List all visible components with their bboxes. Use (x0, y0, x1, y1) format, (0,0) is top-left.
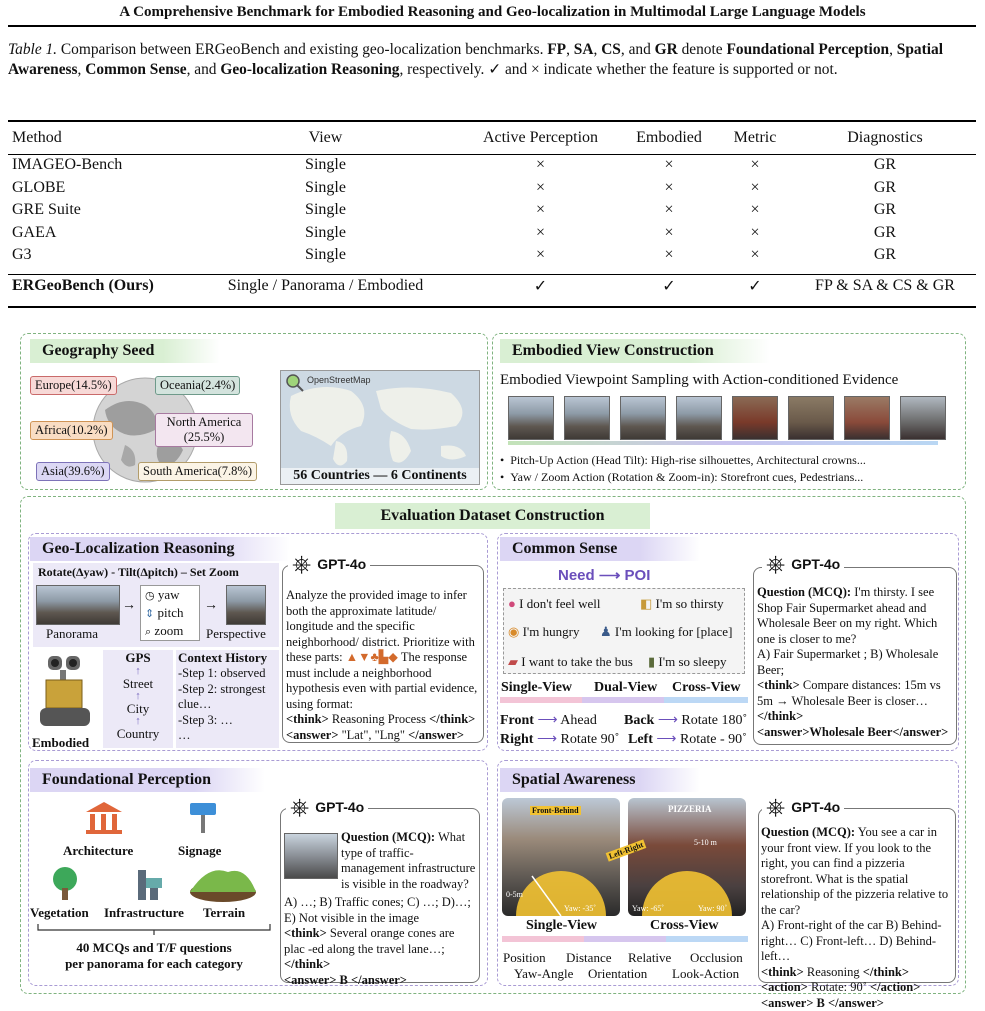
gpt-name: GPT-4o (317, 556, 367, 572)
spatial-cross-view: Cross-View (650, 918, 719, 933)
view-cross: Cross-View (672, 680, 741, 695)
paper-title: A Comprehensive Benchmark for Embodied Reasoning and Geo-localization in Multimodal Large Language Models (119, 4, 866, 20)
up-arrow-icon: ↑ (135, 715, 141, 727)
table-bottom-rule (8, 306, 976, 308)
table-cell: × (664, 156, 674, 174)
spatial-title: Spatial Awareness (500, 768, 700, 792)
table-cell: × (664, 178, 674, 196)
geo-reasoning-title: Geo-Localization Reasoning (30, 537, 290, 561)
header-embodied: Embodied (636, 129, 702, 146)
openai-icon: ⎈ (766, 793, 786, 821)
perspective-label: Perspective (206, 626, 266, 641)
viewpoint-thumb (732, 396, 778, 440)
view-strip (582, 697, 664, 703)
yaw-label: Yaw: -35˚ (564, 904, 596, 913)
task-position: Position (503, 950, 546, 965)
control-box (140, 585, 200, 641)
geography-seed-title: Geography Seed (30, 339, 220, 363)
zoom-control: ⌕ zoom (145, 623, 184, 638)
road-image (284, 833, 338, 879)
table-cell: × (750, 223, 760, 241)
gpt-name: GPT-4o (791, 799, 841, 815)
table-cell: × (535, 246, 546, 264)
geo-prompt: Analyze the provided image to infer both the approximate latitude/ longitude and the specific neighborhood/ district. Prioritize with these parts: ▲▼♣▙◆ The response must include a neighborhood hypothesis even with partial evidence, using format: <think> Reasoning Process </think> <answer> "Lat", "Lng" </answer> (286, 588, 478, 742)
bracket (36, 922, 272, 936)
region-oceania: Oceania(2.4%) (155, 376, 240, 395)
pitch-icon: ⇕ (145, 607, 155, 620)
table-cell: × (664, 223, 674, 241)
table-mid-rule (8, 274, 976, 275)
table-caption: Table 1. Comparison between ERGeoBench and existing geo-localization benchmarks. FP, SA, CS, and GR denote Foundational Perception, Spatial Awareness, Common Sense, and Geo-localization Reasoning, respectively. ✓ and × indicate whether the feature is supported or not. (8, 41, 943, 78)
table-cell: Single (305, 201, 346, 219)
spatial-single-view: Single-View (526, 918, 598, 933)
cross-view-overlay (628, 798, 746, 916)
gpt-header (762, 550, 844, 578)
cat-vegetation: Vegetation (30, 905, 89, 920)
level-city: City (126, 701, 150, 716)
view-strip (500, 697, 582, 703)
distance-label: 5-10 m (694, 838, 717, 847)
up-arrow-icon: ↑ (135, 690, 141, 702)
viewpoint-strip (508, 396, 946, 440)
table-row (8, 222, 975, 245)
gpt-header (762, 793, 844, 821)
table-cell: GR (873, 178, 897, 196)
table-cell: × (535, 178, 546, 196)
view-strip (502, 936, 584, 942)
fp-answer: A) …; B) Traffic cones; C) …; D)…; E) Not visible in the image <think> Several orange cones are plac -ed along the travel lane…; </think> <answer> B </answer> (284, 895, 471, 987)
table-row-ours (8, 275, 975, 298)
view-strip (584, 936, 666, 942)
foundational-footer: 40 MCQs and T/F questions per panorama for each category (65, 940, 243, 971)
perspective-image (226, 585, 266, 625)
context-step: -Step 1: observed (178, 666, 266, 680)
task-yaw-angle: Yaw-Angle (514, 966, 574, 981)
coffee-icon: ▮ (648, 654, 656, 669)
gps-hierarchy (103, 650, 173, 748)
table-cell: ✓ (662, 277, 676, 295)
cs-question: Question (MCQ): I'm thirsty. I see Shop Fair Supermarket ahead and Wholesale Beer on my right. Which one is closer to me? A) Fair Supermarket ; B) Wholesale Beer; <think> Compare distances: 15m vs 5m → Wholesale Beer is closer… </think> <answer>Wholesale Beer</answer> (757, 585, 949, 739)
burger-icon: ◉ (508, 624, 520, 639)
task-relative: Relative (628, 950, 672, 965)
viewpoint-color-bar (508, 441, 938, 445)
direction-back: Back ⟶ Rotate 180˚ (624, 713, 748, 728)
table-cell: Single (305, 178, 346, 196)
table-cell: GAEA (12, 223, 57, 241)
cat-terrain: Terrain (203, 905, 246, 920)
rotate-label: Rotate(Δyaw) - Tilt(Δpitch) – Set Zoom (38, 565, 239, 579)
level-country: Country (116, 726, 160, 741)
table-row (8, 154, 975, 177)
map-caption: 56 Countries — 6 Continents (281, 468, 479, 484)
osm-map (280, 370, 480, 485)
context-title: Context History (178, 650, 268, 665)
context-step: clue… (178, 697, 212, 711)
architecture-icon (84, 800, 124, 836)
table-cell: Single (305, 246, 346, 264)
table-cell: IMAGEO-Bench (12, 156, 123, 174)
task-orientation: Orientation (588, 966, 648, 981)
embodied-bullet-2: • Yaw / Zoom Action (Rotation & Zoom-in): Storefront cues, Pedestrians... (500, 470, 864, 484)
need-poi: Need ⟶ POI (558, 567, 651, 584)
table-cell: × (750, 201, 760, 219)
pitch-control: ⇕ pitch (145, 605, 184, 620)
yaw-icon: ◷ (145, 589, 155, 602)
table-cell: FP & SA & CS & GR (815, 276, 955, 294)
table-cell: × (664, 246, 674, 264)
gpt-name: GPT-4o (791, 556, 841, 572)
table-cell: Single (305, 223, 346, 241)
zoom-icon: ⌕ (145, 625, 152, 638)
need-item: ♟ I'm looking for [place] (600, 624, 733, 639)
bus-icon: ▰ (508, 654, 518, 669)
embodied-label: Embodied (32, 735, 90, 750)
table-row (8, 199, 975, 222)
common-sense-title: Common Sense (500, 537, 700, 561)
cup-icon: ◧ (640, 596, 653, 611)
embodied-bullet-1: • Pitch-Up Action (Head Tilt): High-rise silhouettes, Architectural crowns... (500, 453, 866, 467)
header-method: Method (12, 129, 62, 146)
gpt-header (286, 793, 368, 821)
table-cell: × (535, 223, 546, 241)
foundational-title: Foundational Perception (30, 768, 265, 792)
viewpoint-thumb (508, 396, 554, 440)
table-cell: Single (305, 156, 346, 174)
viewpoint-thumb (900, 396, 946, 440)
table-cell: GRE Suite (12, 201, 81, 219)
direction-right: Right ⟶ Rotate 90˚ (500, 732, 620, 747)
header-metric: Metric (733, 129, 777, 146)
region-south-america: South America(7.8%) (138, 462, 257, 481)
header-diagnostics: Diagnostics (847, 129, 923, 146)
table-cell: GR (873, 201, 897, 219)
level-street: Street (122, 676, 154, 691)
viewpoint-thumb (564, 396, 610, 440)
pill-icon: ● (508, 596, 516, 611)
cross-view-image (628, 798, 746, 916)
region-asia: Asia(39.6%) (36, 462, 110, 481)
terrain-icon (188, 862, 258, 902)
context-history (176, 650, 279, 748)
table-cell: GLOBE (12, 178, 66, 196)
view-strip (664, 697, 748, 703)
embodied-view-subtitle: Embodied Viewpoint Sampling with Action-conditioned Evidence (500, 372, 899, 388)
up-arrow-icon: ↑ (135, 665, 141, 677)
sa-question: Question (MCQ): You see a car in your front view. If you look to the right, you can find a pizzeria storefront. What is the spatial relationship of the pizzeria relative to the car? A) Front-right of the car B) Behind-right… C) Front-left… D) Behind-left… <think> Reasoning </think> <action> Rotate: 90˚ </action> <answer> B </answer> (761, 825, 949, 1010)
front-behind-label: Front-Behind (532, 806, 579, 815)
task-distance: Distance (566, 950, 612, 965)
table-row (8, 244, 975, 267)
table-cell: ✓ (533, 277, 548, 295)
context-step: -Step 2: strongest (178, 681, 266, 696)
vegetation-icon (50, 866, 80, 902)
need-item: ● I don't feel well (508, 596, 601, 611)
infrastructure-icon (134, 866, 168, 902)
table-row (8, 177, 975, 200)
gpt-header (288, 550, 370, 578)
direction-front: Front ⟶ Ahead (500, 713, 597, 728)
view-single: Single-View (501, 680, 573, 695)
table-cell: × (664, 201, 674, 219)
left-right-label: Left-Right (607, 840, 645, 861)
table-cell: × (535, 201, 546, 219)
yaw-label: Yaw: -65˚ (632, 904, 664, 913)
openai-icon: ⎈ (290, 793, 310, 821)
viewpoint-thumb (620, 396, 666, 440)
view-strip (666, 936, 748, 942)
table-cell: × (750, 156, 760, 174)
direction-left: Left ⟶ Rotate - 90˚ (628, 732, 747, 747)
single-view-image (502, 798, 620, 916)
title-rule (8, 25, 976, 27)
table-header-row (8, 122, 975, 154)
table-cell: G3 (12, 246, 32, 264)
view-dual: Dual-View (594, 680, 658, 695)
cat-signage: Signage (178, 843, 222, 858)
person-icon: ♟ (600, 624, 612, 639)
distance-label: 0-5m (506, 890, 523, 899)
table-cell: × (535, 156, 546, 174)
robot-icon (36, 654, 96, 732)
table-cell: × (750, 246, 760, 264)
openai-icon: ⎈ (766, 550, 786, 578)
table-cell: GR (873, 156, 897, 174)
task-look-action: Look-Action (672, 966, 740, 981)
table-cell: GR (873, 223, 897, 241)
yaw-control: ◷ yaw (145, 587, 180, 602)
signage-icon (188, 800, 218, 836)
fp-question: Question (MCQ): What type of traffic-management infrastructure is visible in the roadway? (341, 830, 476, 891)
cat-infrastructure: Infrastructure (104, 905, 184, 920)
embodied-view-title: Embodied View Construction (500, 339, 770, 363)
panorama-label: Panorama (46, 626, 98, 641)
table-cell: Single / Panorama / Embodied (227, 276, 424, 294)
evaluation-title: Evaluation Dataset Construction (335, 503, 650, 529)
viewpoint-thumb (788, 396, 834, 440)
need-item: ◧ I'm so thirsty (640, 596, 724, 611)
region-africa: Africa(10.2%) (30, 421, 113, 440)
table-cell: ERGeoBench (Ours) (12, 276, 154, 294)
osm-logo-text: OpenStreetMap (307, 375, 371, 385)
need-item: ▰ I want to take the bus (508, 654, 633, 669)
arrow-icon: → (204, 598, 218, 613)
need-item: ◉ I'm hungry (508, 624, 580, 639)
table-cell: × (750, 178, 760, 196)
region-north-america: North America (25.5%) (155, 413, 253, 447)
table-cell: ✓ (748, 277, 762, 295)
parts-icons: ▲▼♣▙◆ (345, 650, 398, 664)
yaw-label: Yaw: 90˚ (698, 904, 728, 913)
context-step: … (178, 728, 191, 742)
magnifier-icon (285, 373, 305, 393)
openai-icon: ⎈ (292, 550, 312, 578)
arrow-icon: → (122, 598, 136, 613)
cat-architecture: Architecture (63, 843, 134, 858)
viewpoint-thumb (844, 396, 890, 440)
pizzeria-sign: PIZZERIA (668, 804, 712, 814)
context-step: -Step 3: … (178, 712, 233, 727)
table-header-rule (8, 154, 976, 155)
table-cell: GR (873, 246, 897, 264)
need-item: ▮ I'm so sleepy (648, 654, 727, 669)
comparison-table (8, 122, 975, 297)
header-active-perception: Active Perception (482, 129, 599, 146)
task-occlusion: Occlusion (690, 950, 743, 965)
region-europe: Europe(14.5%) (30, 376, 117, 395)
gpt-name: GPT-4o (315, 799, 365, 815)
viewpoint-thumb (676, 396, 722, 440)
panorama-image (36, 585, 120, 625)
header-view: View (308, 129, 343, 146)
gps-label: GPS (125, 650, 151, 665)
